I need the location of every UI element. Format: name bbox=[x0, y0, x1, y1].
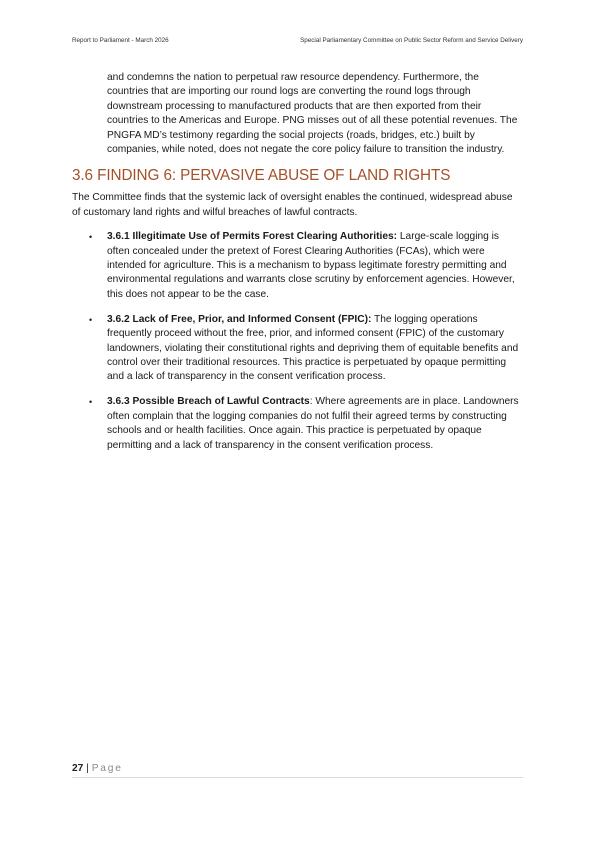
header-committee-name: Special Parliamentary Committee on Public Sector Reform and Service Delivery bbox=[300, 37, 523, 44]
section-intro: The Committee finds that the systemic lack of oversight enables the continued, widespread abuse of customary land rights and wilful breaches of lawful contracts. bbox=[72, 192, 513, 218]
list-item bbox=[72, 313, 523, 385]
bullet-icon: • bbox=[89, 314, 93, 325]
page-label: Page bbox=[91, 763, 123, 774]
list-item bbox=[72, 230, 523, 302]
header-report-title: Report to Parliament - March 2026 bbox=[72, 37, 169, 44]
continuation-paragraph: and condemns the nation to perpetual raw resource dependency. Furthermore, the countries that are importing our round logs are converting the round logs through downstream processing to manufactured products that are then exported from their countries to the Americas and Europe. PNG misses out of all these potential revenues. The PNGFA MD’s testimony regarding the social projects (roads, bridges, etc.) built by companies, while noted, does not negate the core policy failure to transition the industry. bbox=[107, 72, 518, 156]
point-title: 3.6.3 Possible Breach of Lawful Contracts bbox=[107, 396, 310, 408]
footer-separator: | bbox=[86, 763, 89, 774]
page-number: 27 bbox=[72, 763, 84, 774]
running-header bbox=[72, 37, 523, 49]
point-text: : Where agreements are in place. Landowners often complain that the logging companies do not fulfil their agreed terms by constructing schools and or health facilities. Once again. This practice is perpetuated by opaque permitting and a lack of transparency in the consent verification process. bbox=[107, 396, 519, 451]
page-footer bbox=[72, 762, 523, 778]
point-title: 3.6.1 Illegitimate Use of Permits Forest Clearing Authorities: bbox=[107, 231, 398, 243]
section-heading: 3.6 FINDING 6: PERVASIVE ABUSE OF LAND RIGHTS bbox=[72, 167, 451, 185]
point-text: The logging operations frequently proceed without the free, prior, and informed consent (FPIC) of the customary landowners, violating their constitutional rights and depriving them of equitable benefits and control over their traditional resources. This practice is perpetuated by opaque permitting and a lack of transparency in the consent verification process. bbox=[107, 313, 519, 383]
list-item bbox=[72, 395, 523, 453]
findings-list bbox=[72, 230, 523, 453]
bullet-icon: • bbox=[89, 232, 93, 243]
point-title: 3.6.2 Lack of Free, Prior, and Informed Consent (FPIC): bbox=[107, 313, 372, 325]
bullet-icon: • bbox=[89, 397, 93, 408]
page-body bbox=[72, 71, 523, 463]
point-text: Large-scale logging is often concealed under the pretext of Forest Clearing Authorities (FCAs), which were intended for agriculture. This is a mechanism to bypass legitimate forestry permitting and environmental regulations and warrants close scrutiny by enforcement agencies. However, this does not appear to be the case. bbox=[107, 231, 515, 300]
